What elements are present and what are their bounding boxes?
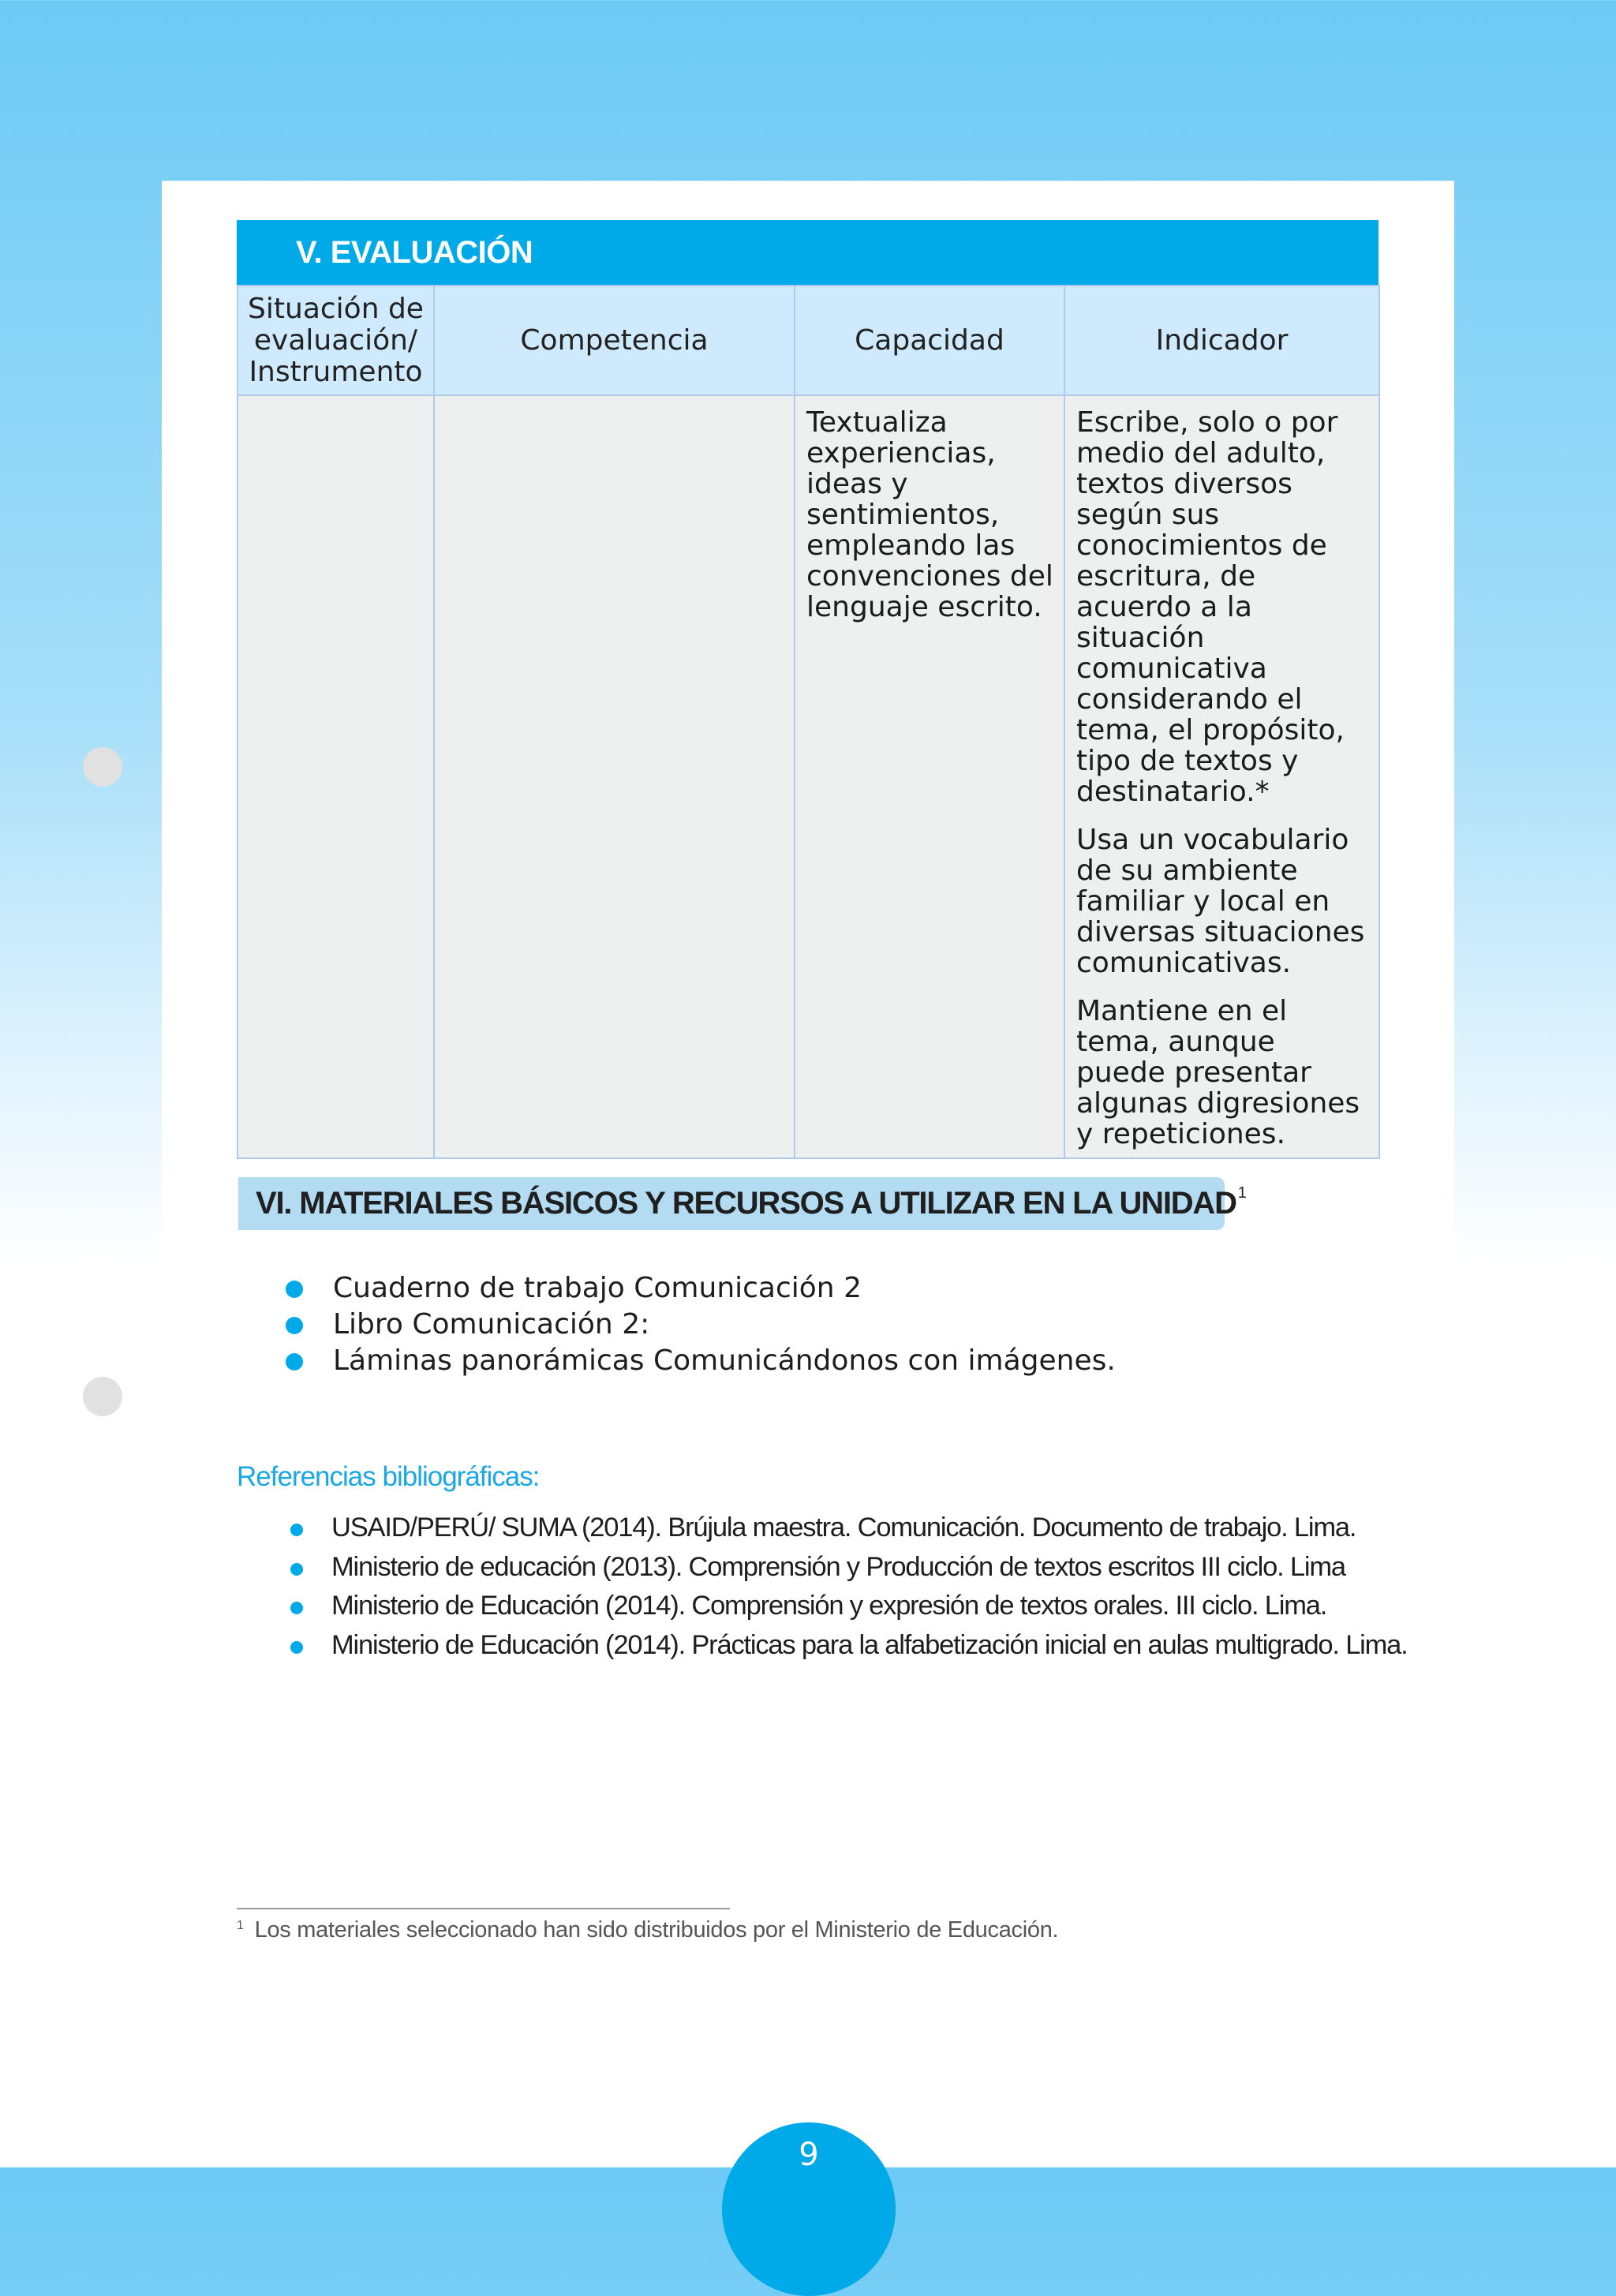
- evaluation-table: [237, 285, 1380, 1159]
- punch-hole-bottom: [83, 1377, 122, 1416]
- cell-indicador: [1064, 395, 1379, 1158]
- list-item: [286, 1343, 1116, 1379]
- cell-situacion: [238, 395, 434, 1158]
- bullet-icon: [290, 1641, 303, 1654]
- page-number-tab: [722, 2122, 896, 2296]
- footnote-text: Los materiales seleccionado han sido distribuidos por el Ministerio de Educación.: [254, 1917, 1059, 1943]
- list-item: [290, 1509, 1408, 1548]
- references-list: [290, 1509, 1408, 1665]
- bullet-icon: [290, 1602, 303, 1614]
- column-header-situacion: Situación de evaluación/ Instrumento: [238, 286, 434, 395]
- footnote-divider: [237, 1908, 730, 1909]
- list-item: [286, 1270, 1116, 1307]
- list-item: [290, 1626, 1408, 1666]
- bullet-icon: [290, 1563, 303, 1576]
- bullet-icon: [286, 1353, 303, 1370]
- list-item-text: Láminas panorámicas Comunicándonos con imágenes.: [333, 1344, 1116, 1377]
- column-header-competencia: Competencia: [434, 286, 795, 395]
- indicator-item: Escribe, solo o por medio del adulto, textos diversos según sus conocimientos de escritura, de acuerdo a la situación comunicativa considerando el tema, el propósito, tipo de textos y destinatario.*: [1076, 406, 1345, 808]
- bullet-icon: [286, 1317, 303, 1334]
- column-header-indicador: Indicador: [1064, 286, 1379, 395]
- page-number: 9: [799, 2137, 819, 2173]
- list-item: [286, 1307, 1116, 1343]
- list-item: [290, 1587, 1408, 1626]
- list-item-text: Ministerio de educación (2013). Comprensión y Producción de textos escritos III ciclo. Lima: [331, 1551, 1345, 1582]
- list-item-text: USAID/PERÚ/ SUMA (2014). Brújula maestra. Comunicación. Documento de trabajo. Lima.: [331, 1513, 1356, 1543]
- indicator-item: Mantiene en el tema, aunque puede presentar algunas digresiones y repeticiones.: [1076, 995, 1360, 1150]
- punch-hole-top: [83, 747, 122, 787]
- cell-competencia: [434, 395, 795, 1158]
- footnote: [237, 1917, 1058, 1943]
- cell-capacidad: Textualiza experiencias, ideas y sentimientos, empleando las convenciones del lenguaje escrito.: [795, 395, 1064, 1158]
- indicator-item: Usa un vocabulario de su ambiente familiar y local en diversas situaciones comunicativas.: [1076, 824, 1365, 979]
- list-item-text: Libro Comunicación 2:: [333, 1308, 650, 1341]
- bullet-icon: [286, 1281, 303, 1298]
- footnote-mark: 1: [237, 1919, 244, 1932]
- materials-list: [286, 1270, 1116, 1379]
- table-row: [238, 395, 1379, 1158]
- references-title: Referencias bibliográficas:: [237, 1461, 540, 1492]
- list-item-text: Cuaderno de trabajo Comunicación 2: [333, 1272, 862, 1304]
- bullet-icon: [290, 1524, 303, 1536]
- list-item: [290, 1548, 1408, 1587]
- materials-heading: [238, 1177, 1246, 1230]
- list-item-text: Ministerio de Educación (2014). Prácticas para la alfabetización inicial en aulas multigrado. Lima.: [331, 1629, 1408, 1660]
- evaluation-heading: V. EVALUACIÓN: [237, 220, 1378, 285]
- footnote-reference[interactable]: 1: [1237, 1184, 1246, 1202]
- list-item-text: Ministerio de Educación (2014). Comprensión y expresión de textos orales. III ciclo. Lima.: [331, 1591, 1327, 1621]
- column-header-capacidad: Capacidad: [795, 286, 1064, 395]
- materials-heading-text: VI. MATERIALES BÁSICOS Y RECURSOS A UTILIZAR EN LA UNIDAD: [256, 1186, 1236, 1221]
- table-header-row: [238, 286, 1379, 395]
